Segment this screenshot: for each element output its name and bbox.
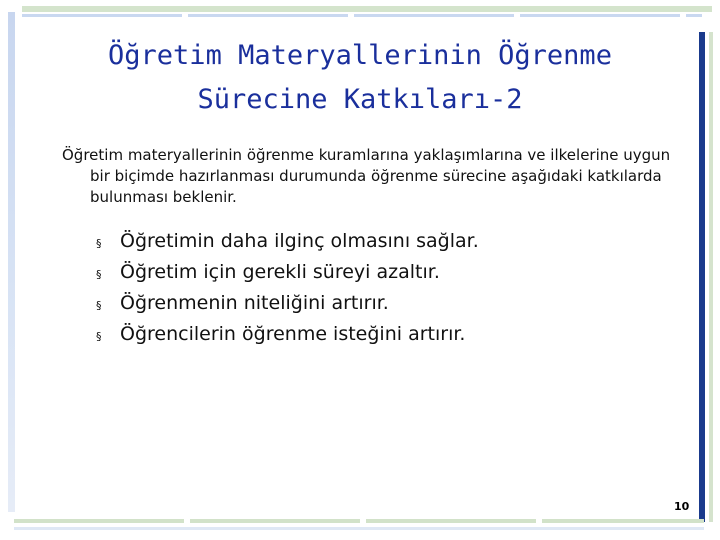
page-number: 10 xyxy=(674,500,690,513)
bullet-item xyxy=(96,258,656,289)
left-decor-bar xyxy=(8,12,15,512)
bullet-text: Öğretimin daha ilginç olmasını sağlar. xyxy=(120,230,479,252)
intro-paragraph: Öğretim materyallerinin öğrenme kuramlarına yaklaşımlarına ve ilkelerine uygun bir biçimde hazırlanması durumunda öğrenme sürecine aşağıdaki katkılarda bulunması beklenir. xyxy=(62,146,671,206)
right-accent-bar xyxy=(699,32,705,522)
bullet-item xyxy=(96,320,656,351)
bottom-decor-bar xyxy=(14,527,704,530)
top-segmented-bar xyxy=(22,14,702,17)
bullet-item xyxy=(96,289,656,320)
bullet-icon: § xyxy=(96,299,102,312)
slide-title-line-1: Öğretim Materyallerinin Öğrenme xyxy=(108,40,612,71)
bullet-list xyxy=(96,227,656,351)
top-decor-bar xyxy=(22,6,712,12)
slide-title xyxy=(40,34,680,122)
bullet-text: Öğrencilerin öğrenme isteğini artırır. xyxy=(120,323,466,345)
bullet-icon: § xyxy=(96,330,102,343)
bottom-segmented-bar xyxy=(14,519,704,523)
bullet-icon: § xyxy=(96,237,102,250)
bullet-text: Öğrenmenin niteliğini artırır. xyxy=(120,292,389,314)
bullet-icon: § xyxy=(96,268,102,281)
slide-title-line-2: Sürecine Katkıları-2 xyxy=(197,84,523,115)
bullet-text: Öğretim için gerekli süreyi azaltır. xyxy=(120,261,440,283)
bullet-item xyxy=(96,227,656,258)
right-decor-bar xyxy=(709,32,713,522)
